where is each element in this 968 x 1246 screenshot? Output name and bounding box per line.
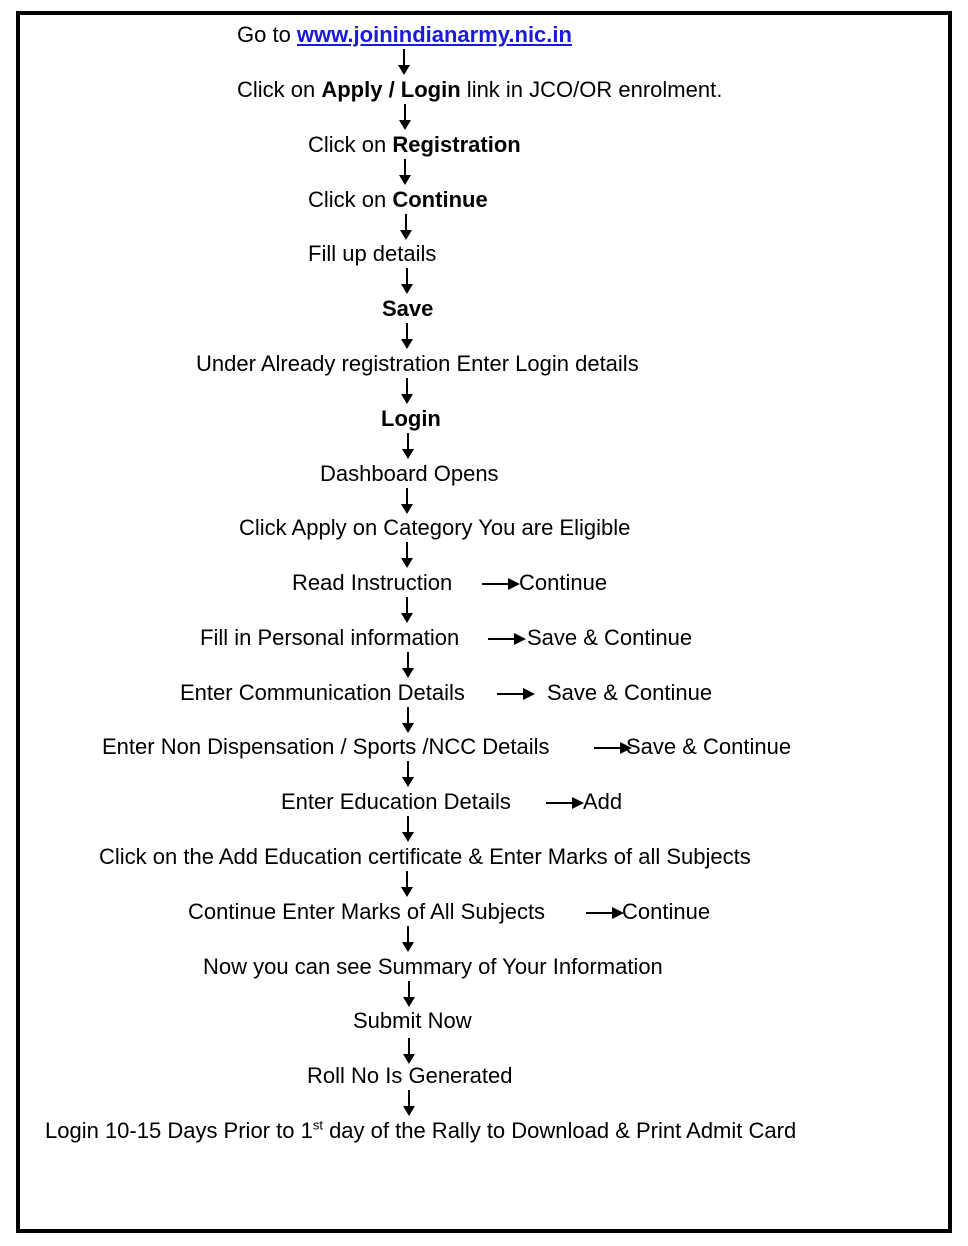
step-communication-details: Enter Communication Details (180, 680, 465, 705)
step-personal-information: Fill in Personal information (200, 625, 460, 650)
arrow-down-icon (402, 761, 414, 787)
step-enter-marks: Continue Enter Marks of All Subjects (188, 899, 546, 924)
step-enter-marks-continue: Continue (622, 899, 711, 924)
arrow-down-icon (402, 433, 414, 459)
step-click-apply-category: Click Apply on Category You are Eligible (239, 515, 631, 540)
arrow-right-icon (586, 907, 624, 919)
arrow-down-icon (399, 159, 411, 185)
step-add-education-certificate: Click on the Add Education certificate & Enter Marks of all Subjects (99, 844, 751, 869)
apply-login-label: Apply / Login (321, 77, 461, 102)
step-read-instruction: Read Instruction (292, 570, 453, 595)
step-sports-save-continue: Save & Continue (626, 734, 792, 759)
step-go-to-website: Go to www.joinindianarmy.nic.in (237, 22, 572, 47)
arrow-down-icon (401, 323, 413, 349)
arrow-down-icon (398, 49, 410, 75)
step-click-continue: Click on Continue (308, 187, 488, 212)
arrow-down-icon (402, 652, 414, 678)
step-education-details: Enter Education Details (281, 789, 511, 814)
step-education-add: Add (583, 789, 623, 814)
step-communication-save-continue: Save & Continue (547, 680, 713, 705)
continue-label: Continue (392, 187, 488, 212)
step-dashboard-opens: Dashboard Opens (320, 461, 499, 486)
arrow-down-icon (401, 378, 413, 404)
arrow-down-icon (403, 1090, 415, 1116)
arrow-down-icon (401, 597, 413, 623)
arrow-right-icon (497, 688, 535, 700)
arrow-down-icon (401, 268, 413, 294)
registration-label: Registration (392, 132, 521, 157)
arrow-right-icon (488, 633, 526, 645)
arrow-down-icon (399, 104, 411, 130)
step-fill-details: Fill up details (308, 241, 437, 266)
step-download-admit-card: Login 10-15 Days Prior to 1st day of the Rally to Download & Print Admit Card (45, 1117, 797, 1143)
step-read-instruction-continue: Continue (519, 570, 608, 595)
arrow-right-icon (546, 797, 584, 809)
arrow-down-icon (402, 926, 414, 952)
arrow-down-icon (403, 1038, 415, 1064)
step-roll-no-generated: Roll No Is Generated (307, 1063, 513, 1088)
step-summary: Now you can see Summary of Your Information (203, 954, 663, 979)
arrow-down-icon (401, 542, 413, 568)
step-personal-save-continue: Save & Continue (527, 625, 693, 650)
website-link[interactable]: www.joinindianarmy.nic.in (296, 22, 572, 47)
arrow-down-icon (402, 816, 414, 842)
arrow-down-icon (401, 488, 413, 514)
step-save: Save (382, 296, 434, 321)
arrow-down-icon (402, 707, 414, 733)
step-enter-login-details: Under Already registration Enter Login details (196, 351, 639, 376)
step-click-registration: Click on Registration (308, 132, 521, 157)
arrow-down-icon (400, 214, 412, 240)
arrow-right-icon (482, 578, 520, 590)
step-sports-ncc-details: Enter Non Dispensation / Sports /NCC Details (102, 734, 550, 759)
step-login: Login (381, 406, 441, 431)
step-click-apply-login: Click on Apply / Login link in JCO/OR enrolment. (237, 77, 723, 102)
step-submit-now: Submit Now (353, 1008, 472, 1033)
arrow-down-icon (403, 981, 415, 1007)
arrow-down-icon (401, 871, 413, 897)
